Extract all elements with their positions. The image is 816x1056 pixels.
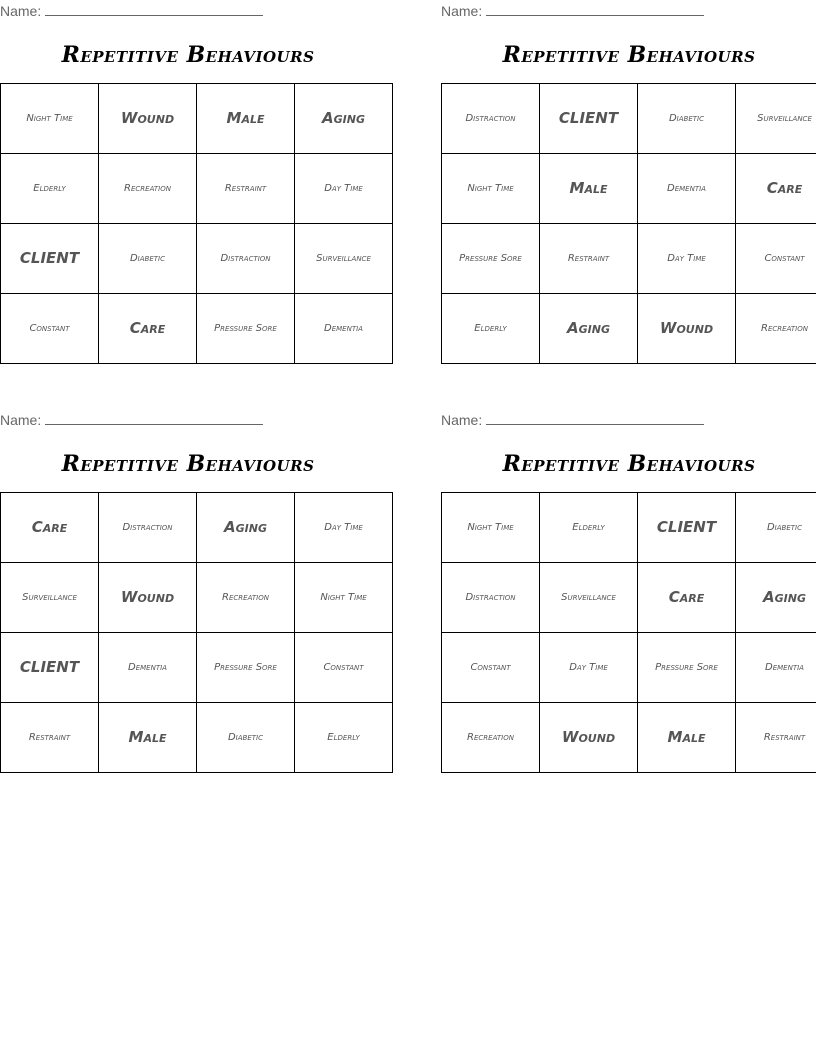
grid-cell[interactable]: Elderly <box>442 294 540 364</box>
name-label: Name: <box>0 412 42 428</box>
grid-cell[interactable]: Pressure Sore <box>442 224 540 294</box>
grid-cell[interactable]: Day Time <box>295 154 393 224</box>
grid-cell[interactable]: Distraction <box>99 493 197 563</box>
grid-cell[interactable]: Care <box>638 563 736 633</box>
name-line <box>0 411 263 428</box>
grid-cell[interactable]: Wound <box>638 294 736 364</box>
grid-cell[interactable]: Distraction <box>197 224 295 294</box>
bingo-grid <box>0 492 393 773</box>
grid-cell[interactable]: Distraction <box>442 563 540 633</box>
grid-cell[interactable]: Constant <box>736 224 816 294</box>
grid-cell[interactable]: Diabetic <box>736 493 816 563</box>
grid-cell[interactable]: Elderly <box>1 154 99 224</box>
grid-cell[interactable]: Recreation <box>99 154 197 224</box>
grid-cell[interactable]: CLIENT <box>1 633 99 703</box>
grid-cell[interactable]: Constant <box>442 633 540 703</box>
grid-cell[interactable]: Distraction <box>442 84 540 154</box>
grid-cell[interactable]: Aging <box>540 294 638 364</box>
grid-cell[interactable]: Diabetic <box>197 703 295 773</box>
grid-cell[interactable]: Dementia <box>295 294 393 364</box>
grid-row <box>442 84 816 154</box>
grid-cell[interactable]: Night Time <box>442 493 540 563</box>
grid-cell[interactable]: Restraint <box>540 224 638 294</box>
card-title: Repetitive Behaviours <box>61 451 315 477</box>
grid-cell[interactable]: Restraint <box>736 703 816 773</box>
grid-cell[interactable]: Pressure Sore <box>638 633 736 703</box>
grid-cell[interactable]: Male <box>638 703 736 773</box>
grid-cell[interactable]: Elderly <box>295 703 393 773</box>
grid-row <box>1 84 393 154</box>
card-title: Repetitive Behaviours <box>61 42 315 68</box>
grid-cell[interactable]: Surveillance <box>1 563 99 633</box>
grid-cell[interactable]: Surveillance <box>295 224 393 294</box>
grid-cell[interactable]: Surveillance <box>540 563 638 633</box>
grid-row <box>1 703 393 773</box>
name-label: Name: <box>441 412 483 428</box>
bingo-grid <box>0 83 393 364</box>
name-label: Name: <box>0 3 42 19</box>
grid-row <box>442 224 816 294</box>
grid-cell[interactable]: Male <box>540 154 638 224</box>
grid-cell[interactable]: Night Time <box>1 84 99 154</box>
bingo-grid <box>441 83 816 364</box>
card-title: Repetitive Behaviours <box>502 451 756 477</box>
name-line <box>0 2 263 19</box>
grid-cell[interactable]: Surveillance <box>736 84 816 154</box>
grid-cell[interactable]: Night Time <box>442 154 540 224</box>
grid-cell[interactable]: Dementia <box>638 154 736 224</box>
grid-cell[interactable]: Diabetic <box>638 84 736 154</box>
grid-cell[interactable]: Aging <box>197 493 295 563</box>
grid-cell[interactable]: Constant <box>1 294 99 364</box>
grid-row <box>1 224 393 294</box>
grid-cell[interactable]: Aging <box>295 84 393 154</box>
grid-cell[interactable]: Wound <box>99 84 197 154</box>
grid-cell[interactable]: Elderly <box>540 493 638 563</box>
grid-cell[interactable]: Restraint <box>197 154 295 224</box>
grid-row <box>1 633 393 703</box>
name-label: Name: <box>441 3 483 19</box>
grid-row <box>1 294 393 364</box>
grid-cell[interactable]: Constant <box>295 633 393 703</box>
grid-cell[interactable]: Restraint <box>1 703 99 773</box>
grid-row <box>442 154 816 224</box>
grid-cell[interactable]: Wound <box>540 703 638 773</box>
grid-cell[interactable]: Male <box>197 84 295 154</box>
name-blank[interactable] <box>486 411 704 425</box>
grid-cell[interactable]: Dementia <box>99 633 197 703</box>
grid-cell[interactable]: Day Time <box>638 224 736 294</box>
grid-cell[interactable]: Night Time <box>295 563 393 633</box>
grid-cell[interactable]: Wound <box>99 563 197 633</box>
grid-row <box>1 154 393 224</box>
name-blank[interactable] <box>45 2 263 16</box>
grid-cell[interactable]: Recreation <box>197 563 295 633</box>
grid-cell[interactable]: Care <box>736 154 816 224</box>
grid-row <box>1 493 393 563</box>
grid-row <box>442 563 816 633</box>
grid-cell[interactable]: Day Time <box>540 633 638 703</box>
name-line <box>441 411 704 428</box>
grid-cell[interactable]: CLIENT <box>540 84 638 154</box>
grid-row <box>442 493 816 563</box>
grid-cell[interactable]: Care <box>1 493 99 563</box>
name-blank[interactable] <box>45 411 263 425</box>
grid-cell[interactable]: Recreation <box>736 294 816 364</box>
name-blank[interactable] <box>486 2 704 16</box>
grid-row <box>442 633 816 703</box>
card-title: Repetitive Behaviours <box>502 42 756 68</box>
grid-cell[interactable]: Care <box>99 294 197 364</box>
grid-row <box>442 294 816 364</box>
grid-cell[interactable]: Pressure Sore <box>197 633 295 703</box>
grid-cell[interactable]: Pressure Sore <box>197 294 295 364</box>
grid-cell[interactable]: Dementia <box>736 633 816 703</box>
grid-cell[interactable]: Male <box>99 703 197 773</box>
grid-row <box>442 703 816 773</box>
grid-cell[interactable]: Diabetic <box>99 224 197 294</box>
grid-row <box>1 563 393 633</box>
grid-cell[interactable]: Aging <box>736 563 816 633</box>
grid-cell[interactable]: CLIENT <box>1 224 99 294</box>
grid-cell[interactable]: Day Time <box>295 493 393 563</box>
bingo-grid <box>441 492 816 773</box>
grid-cell[interactable]: CLIENT <box>638 493 736 563</box>
name-line <box>441 2 704 19</box>
grid-cell[interactable]: Recreation <box>442 703 540 773</box>
